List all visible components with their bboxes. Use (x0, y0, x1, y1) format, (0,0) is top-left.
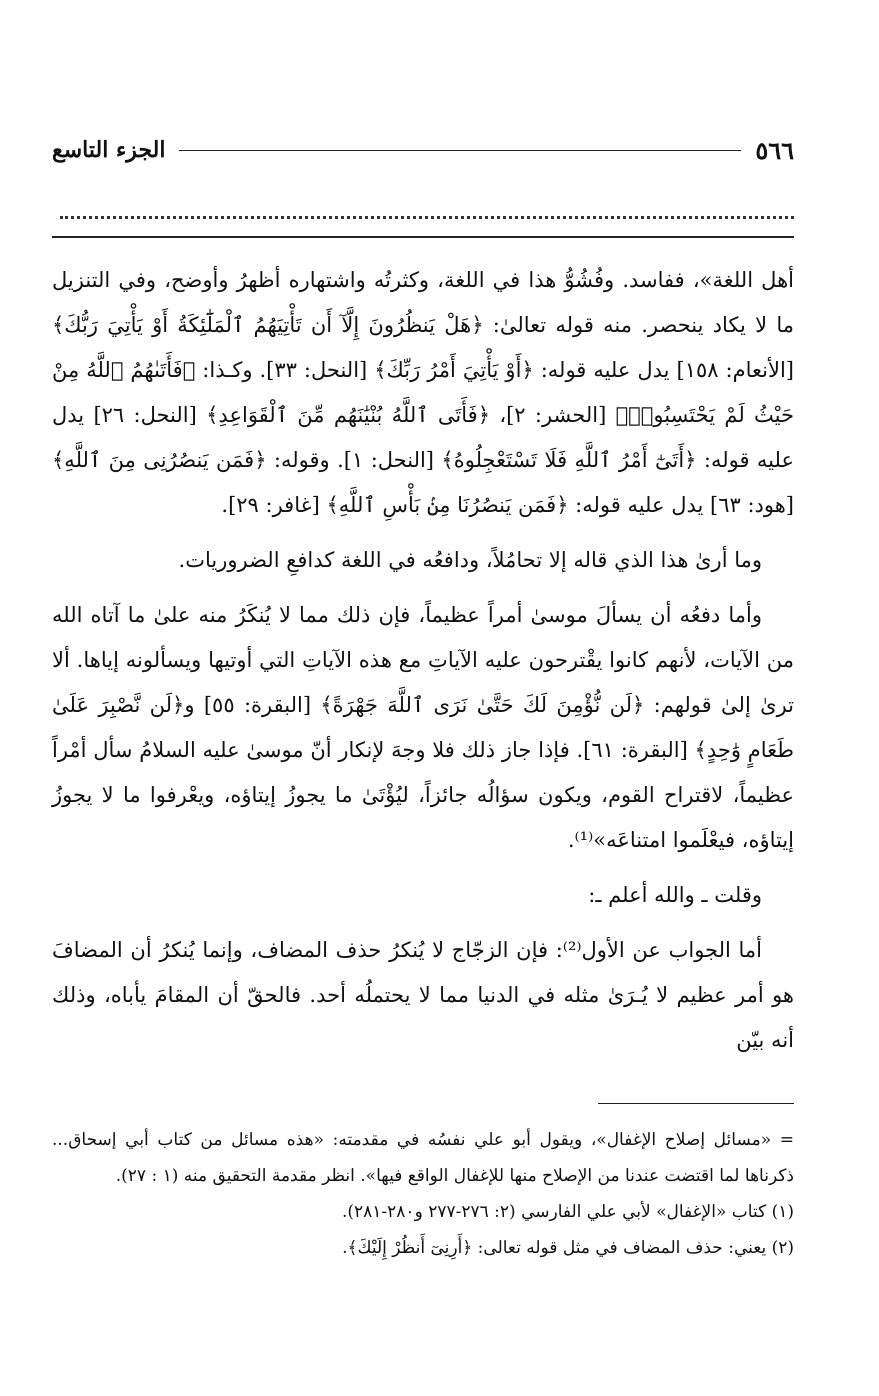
page-number: ٥٦٦ (755, 135, 794, 165)
running-header (52, 130, 794, 170)
volume-title: الجزء التاسع (52, 137, 166, 163)
paragraph: أهل اللغة»، ففاسد. وفُشُوُّ هذا في اللغة، وكثرتُه واشتهاره أظهرُ وأوضح، وفي التنزيل ما لا يكاد ينحصر. منه قوله تعالىٰ: ﴿هَلْ يَنظُرُونَ إِلَّآ أَن تَأْتِيَهُمُ ٱلْمَلَٰٓئِكَةُ أَوْ يَأْتِيَ رَبُّكَ﴾ [الأنعام: ١٥٨] يدل عليه قوله: ﴿أَوْ يَأْتِيَ أَمْرُ رَبِّكَ﴾ [النحل: ٣٣]. وكـذا: ﴿فَأَتَىٰهُمُ ٱللَّهُ مِنْ حَيْثُ لَمْ يَحْتَسِبُوا۟﴾ [الحشر: ٢]، ﴿فَأَتَى ٱللَّهُ بُنْيَٰنَهُم مِّنَ ٱلْقَوَاعِدِ﴾ [النحل: ٢٦] يدل عليه قوله: ﴿أَتَىٰٓ أَمْرُ ٱللَّهِ فَلَا تَسْتَعْجِلُوهُ﴾ [النحل: ١]. وقوله: ﴿فَمَن يَنصُرُنِى مِنَ ٱللَّهِ﴾ [هود: ٦٣] يدل عليه قوله: ﴿فَمَن يَنصُرُنَا مِنۢ بَأْسِ ٱللَّهِ﴾ [غافر: ٢٩]. (52, 268, 794, 517)
paragraph: أما الجواب عن الأول⁽²⁾: فإن الزجّاج لا يُنكرُ حذف المضاف، وإنما يُنكرُ أن المضافَ هو أمر عظيم لا يُـرَىٰ مثله في الدنيا مما لا يحتملُه أحد. فالحقّ أن المقامَ يأباه، وذلك أنه بيّن (52, 938, 794, 1052)
paragraph: وما أرىٰ هذا الذي قاله إلا تحامُلاً، ودافعُه في اللغة كدافعِ الضروريات. (178, 548, 762, 572)
footnote-1: (١) كتاب «الإغفال» لأبي علي الفارسي (٢: ٢٧٦-٢٧٧ و٢٨٠-٢٨١). (341, 1202, 794, 1222)
footnote-rule (598, 1103, 794, 1104)
footnotes (52, 1122, 794, 1266)
header-rule (179, 150, 741, 151)
text-top-rule (52, 236, 794, 238)
dotted-separator (60, 196, 794, 219)
paragraph: وأما دفعُه أن يسألَ موسىٰ أمراً عظيماً، فإن ذلك مما لا يُنكَرُ منه علىٰ ما آتاه الله من الآيات، لأنهم كانوا يقْترحون عليه الآياتِ مع هذه الآياتِ التي أوتيها ويسألونه إياها. ألا ترىٰ إلىٰ قولهم: ﴿لَن نُّؤْمِنَ لَكَ حَتَّىٰ نَرَى ٱللَّهَ جَهْرَةً﴾ [البقرة: ٥٥] و﴿لَن نَّصْبِرَ عَلَىٰ طَعَامٍ وَٰحِدٍ﴾ [البقرة: ٦١]. فإذا جاز ذلك فلا وجهَ لإنكار أنّ موسىٰ عليه السلامُ سأل أمْراً عظيماً، لاقتراح القوم، ويكون سؤالُه جائزاً، ليُؤْتَىٰ ما يجوزُ إيتاؤه، ويعْرفوا ما لا يجوزُ إيتاؤه، فيعْلَموا امتناعَه»⁽¹⁾. (52, 603, 794, 852)
main-text (52, 258, 794, 1073)
footnote-continuation: = «مسائل إصلاح الإغفال»، ويقول أبو علي نفسُه في مقدمته: «هذه مسائل من كتاب أبي إسحاق... ذكرناها لما اقتضت عندنا من الإصلاح منها للإغفال الواقع فيها». انظر مقدمة التحقيق منه (١ : ٢٧). (52, 1130, 794, 1186)
footnote-2: (٢) يعني: حذف المضاف في مثل قوله تعالى: ﴿أَرِنِىٓ أَنظُرْ إِلَيْكَ﴾. (342, 1238, 794, 1258)
paragraph: وقلت ـ والله أعلم ـ: (588, 883, 762, 907)
